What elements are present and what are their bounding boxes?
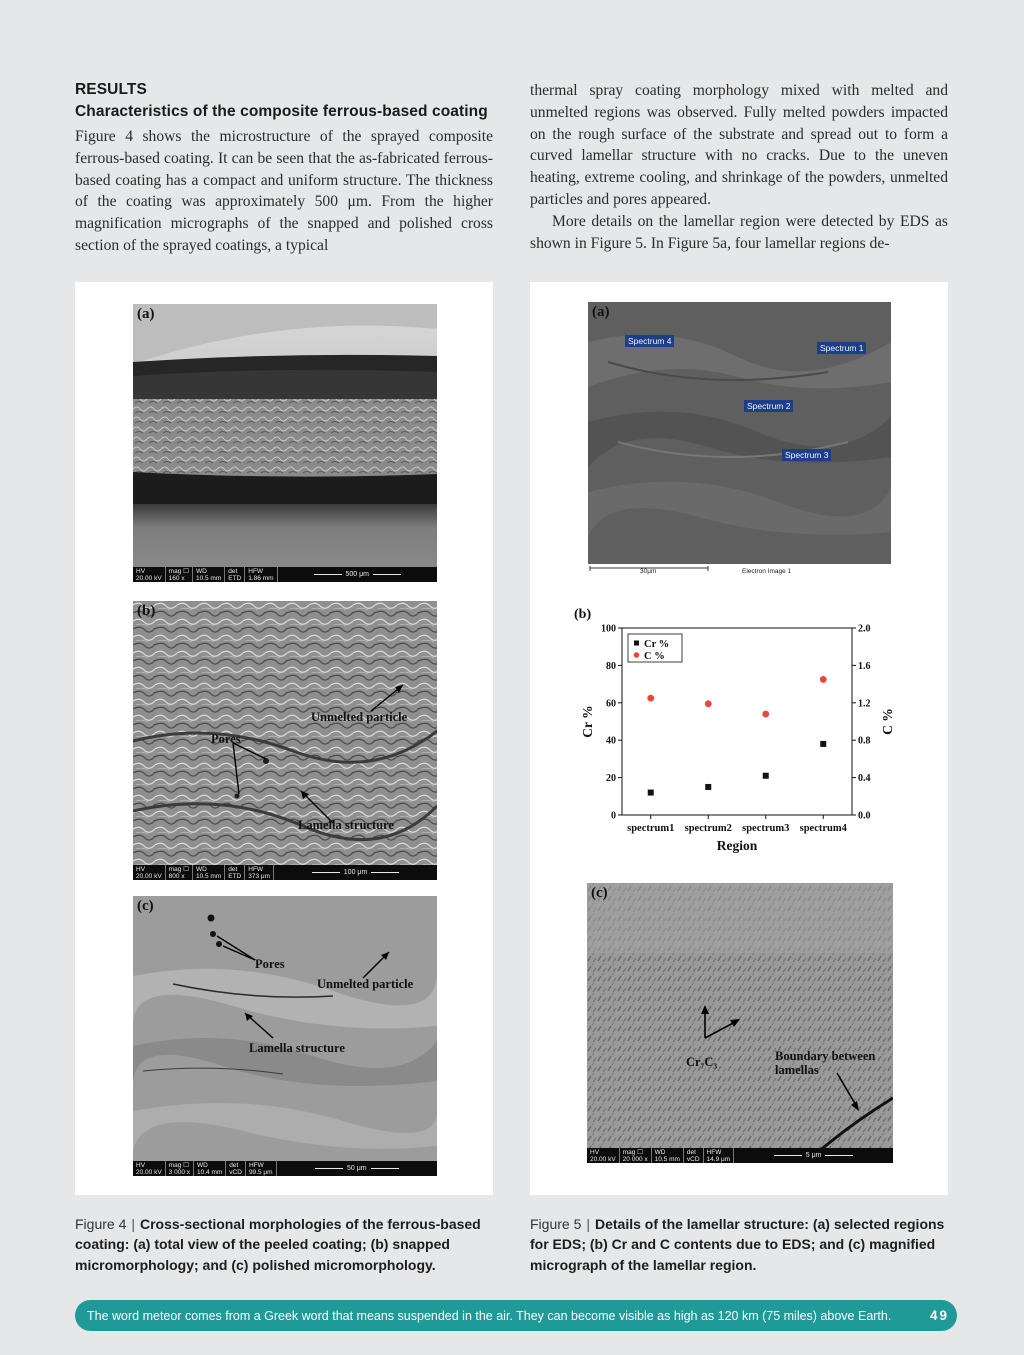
figure-4b-unmelted-label: Unmelted particle (311, 710, 408, 724)
figure-5a-footer (588, 566, 891, 580)
figure-4c-pores-label: Pores (255, 957, 285, 971)
figure-4b-label: (b) (137, 603, 156, 619)
cr-data-point (763, 773, 769, 779)
figure-4b-lamella-label: Lamella structure (298, 818, 394, 832)
figure-4a-label: (a) (137, 306, 155, 322)
spectrum-4-tag: Spectrum 4 (625, 335, 674, 347)
x-axis-title: Region (716, 838, 758, 853)
right-axis-tick-label: 0.4 (858, 773, 871, 785)
spectrum-2-tag: Spectrum 2 (744, 400, 793, 412)
left-axis-tick-label: 80 (606, 660, 616, 672)
figure-4b-scale-bar: 100 μm (274, 865, 437, 880)
legend-marker-c (634, 652, 640, 658)
c-data-point (762, 711, 769, 718)
figure-4c-label: (c) (137, 898, 154, 914)
figure-4a-scale-bar: 500 μm (278, 567, 437, 582)
right-axis-title: C % (880, 708, 895, 735)
figure-5c-micrograph (587, 883, 893, 1163)
results-heading: RESULTS (75, 81, 147, 98)
footer-fact-text: The word meteor comes from a Greek word that means suspended in the air. They can become visible as high as 120 km (75 miles) above Earth. (87, 1308, 892, 1323)
figure-4c-lamella-label: Lamella structure (249, 1041, 345, 1055)
figure-4b-databar: HV 20.00 kV mag ☐ 800 x WD 10.5 mm det ETD HFW 373 μm 100 μm (133, 865, 437, 880)
figure-4a-micrograph (133, 304, 437, 582)
cr-data-point (820, 741, 826, 747)
figure-5a-label: (a) (592, 304, 610, 320)
right-column (530, 80, 948, 254)
right-axis-tick-label: 1.2 (858, 698, 871, 710)
figure-5b-label: (b) (574, 607, 592, 622)
left-column (75, 78, 493, 257)
figure-5-caption (530, 1214, 950, 1275)
figure-5c-image (587, 883, 893, 1163)
figure-5c-scale-bar: 5 μm (734, 1148, 893, 1163)
figure-4b-pores-label: Pores (211, 732, 241, 746)
spectrum-3-tag: Spectrum 3 (782, 449, 831, 461)
left-axis-title: Cr % (580, 705, 595, 738)
right-axis-tick-label: 0.8 (858, 735, 871, 747)
right-paragraph-1: thermal spray coating morphology mixed with melted and unmelted regions was observed. Fully melted powders impacted on the rough surface of the substrate and spread out to form a curved lamellar structure with no cracks. Due to the uneven heating, extreme cooling, and shrinkage of the powders, unmelted particles and pores appeared. (530, 82, 948, 208)
figure-4c-micrograph (133, 896, 437, 1176)
figure-4-caption-text: Cross-sectional morphologies of the ferrous-based coating: (a) total view of the peeled coating; (b) snapped micromorphology; and (c) polished micromorphology. (75, 1216, 481, 1273)
figure-5c-crc-label: Cr₇C₃ (686, 1055, 718, 1069)
figure-5b-chart (570, 602, 910, 862)
cr-data-point (648, 790, 654, 796)
figure-5a-scale-label: 30μm (640, 568, 657, 575)
figure-5c-boundary-label-1: Boundary between (775, 1049, 876, 1063)
figure-4c-databar: HV 20.00 kV mag ☐ 3 000 x WD 10.4 mm det vCD HFW 99.5 μm 50 μm (133, 1161, 437, 1176)
figure-5-caption-text: Details of the lamellar structure: (a) selected regions for EDS; (b) Cr and C contents due to EDS; and (c) magnified micrograph of the lamellar region. (530, 1216, 945, 1273)
figure-4a-image (133, 304, 437, 582)
left-axis-tick-label: 100 (601, 623, 616, 635)
spectrum-1-tag: Spectrum 1 (817, 342, 866, 354)
figure-4c-image (133, 896, 437, 1176)
figure-4-caption (75, 1214, 495, 1275)
figure-5-caption-separator: | (586, 1216, 590, 1232)
figure-4b-image (133, 601, 437, 880)
left-axis-tick-label: 60 (606, 698, 616, 710)
figure-5-panel (530, 282, 948, 1195)
figure-4-panel (75, 282, 493, 1195)
figure-5b-svg (570, 602, 910, 862)
x-axis-tick-label: spectrum1 (627, 823, 675, 834)
legend-entry: C % (644, 651, 665, 662)
legend-marker-cr (634, 641, 639, 646)
figure-5a-micrograph (588, 302, 891, 566)
figure-5c-databar: HV 20.00 kV mag ☐ 20 000 x WD 10.5 mm det vCD HFW 14.9 μm 5 μm (587, 1148, 893, 1163)
c-data-point (820, 676, 827, 683)
c-data-point (647, 695, 654, 702)
figure-5c-boundary-label-2: lamellas (775, 1063, 819, 1077)
figure-5c-label: (c) (591, 885, 608, 901)
figure-4c-unmelted-label: Unmelted particle (317, 977, 414, 991)
figure-5a-scale-line (588, 566, 891, 580)
right-axis-tick-label: 1.6 (858, 660, 871, 672)
figure-4a-databar: HV 20.00 kV mag ☐ 160 x WD 10.5 mm det ETD HFW 1.86 mm 500 μm (133, 567, 437, 582)
x-axis-tick-label: spectrum3 (742, 823, 790, 834)
figure-4-number: Figure 4 (75, 1216, 127, 1232)
figure-4-caption-separator: | (131, 1216, 135, 1232)
right-axis-tick-label: 0.0 (858, 810, 871, 822)
left-axis-tick-label: 40 (606, 735, 616, 747)
left-axis-tick-label: 20 (606, 773, 616, 785)
x-axis-tick-label: spectrum2 (684, 823, 732, 834)
left-paragraph: Figure 4 shows the microstructure of the sprayed composite ferrous-based coating. It can be seen that the as-fabricated ferrous-based coating has a compact and uniform structure. The thickness of the coating was approximately 500 μm. From the higher magnification micrographs of the snapped and polished cross section of the sprayed coatings, a typical (75, 128, 493, 254)
left-axis-tick-label: 0 (611, 810, 616, 822)
figure-5-number: Figure 5 (530, 1216, 582, 1232)
figure-5a-image-name: Electron Image 1 (742, 568, 792, 575)
figure-4b-micrograph (133, 601, 437, 880)
cr-data-point (705, 784, 711, 790)
footer-fact-band (75, 1300, 957, 1331)
right-paragraph-2: More details on the lamellar region were detected by EDS as shown in Figure 5. In Figure 5a, four lamellar regions de- (530, 212, 948, 252)
legend-entry: Cr % (644, 639, 670, 650)
right-axis-tick-label: 2.0 (858, 623, 871, 635)
figure-4c-scale-bar: 50 μm (277, 1161, 437, 1176)
x-axis-tick-label: spectrum4 (799, 823, 847, 834)
section-subheading: Characteristics of the composite ferrous-based coating (75, 103, 488, 120)
c-data-point (705, 700, 712, 707)
page-number: 49 (929, 1308, 949, 1323)
